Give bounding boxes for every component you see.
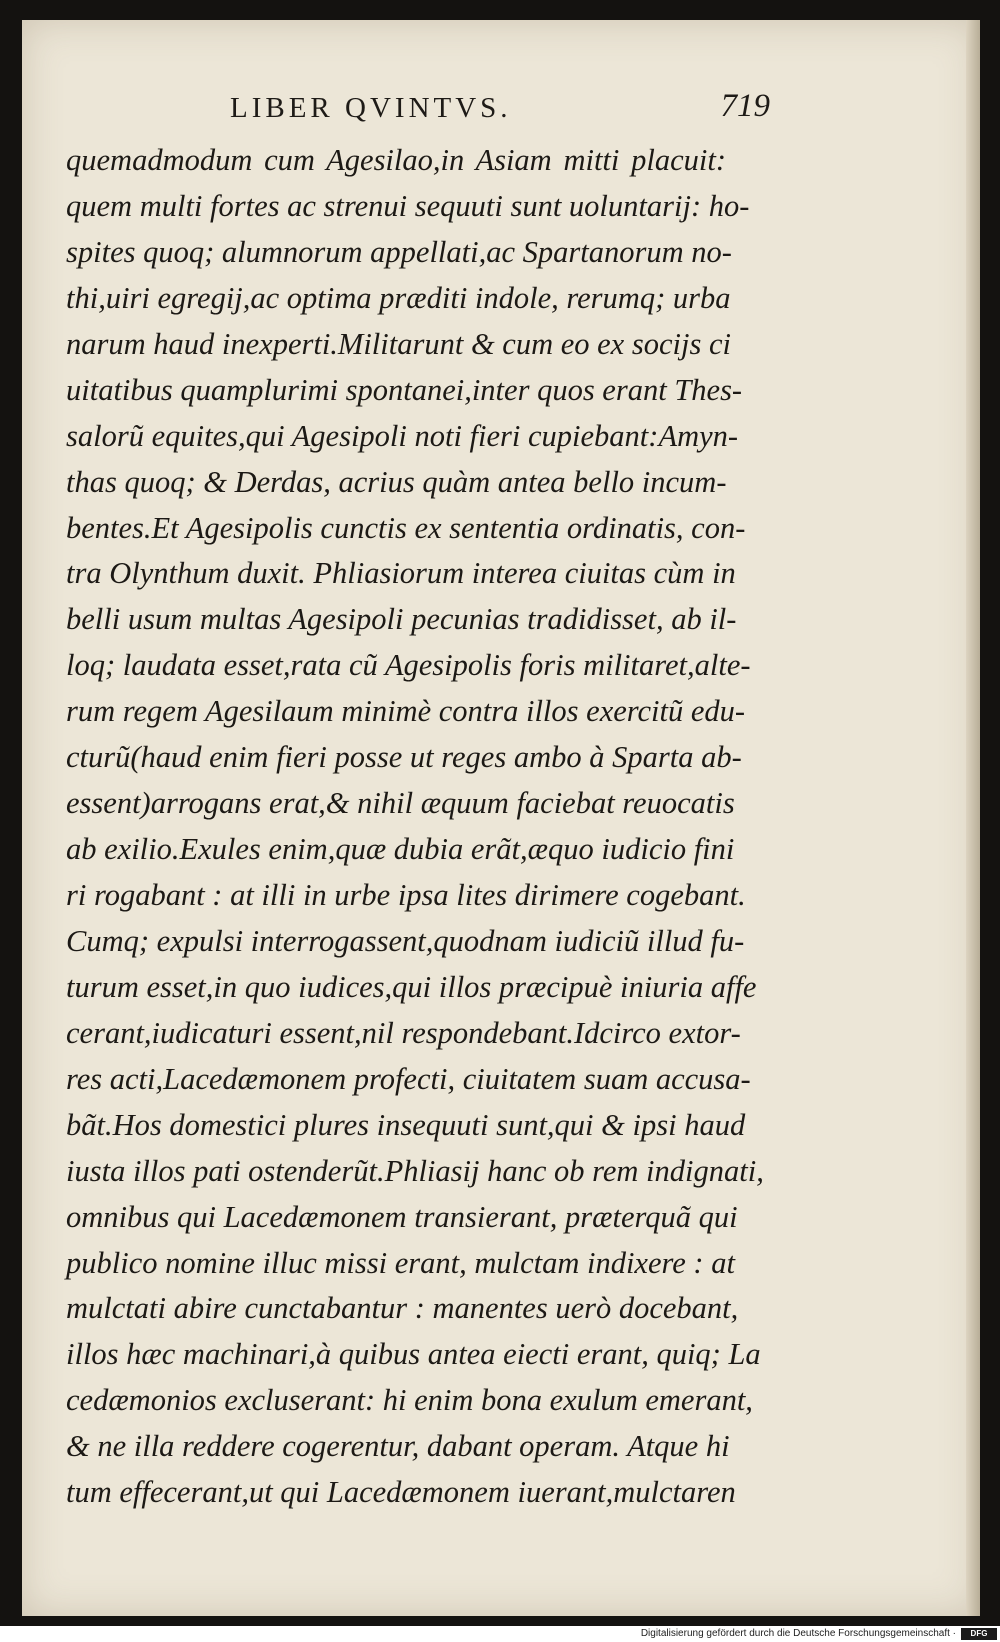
page-header — [230, 88, 770, 132]
text-line: mulctati abire cunctabantur : manentes uerò docebant, — [66, 1291, 739, 1326]
text-line: uitatibus quamplurimi spontanei,inter quos erant Thes- — [66, 372, 743, 407]
text-line: cerant,iudicaturi essent,nil respondebant.Idcirco extor- — [66, 1015, 741, 1050]
text-line: quem multi fortes ac strenui sequuti sunt uoluntarij: ho- — [66, 188, 750, 223]
text-line: & ne illa reddere cogerentur, dabant operam. Atque hi — [66, 1429, 730, 1464]
text-line: belli usum multas Agesipoli pecunias tradidisset, ab il- — [66, 602, 737, 637]
body-text — [66, 138, 764, 1516]
text-line: tum effecerant,ut qui Lacedæmonem iuerant,mulctaren — [66, 1475, 736, 1510]
digitization-credit: Digitalisierung gefördert durch die Deutsche Forschungsgemeinschaft · — [640, 1628, 956, 1639]
page-edge — [966, 20, 980, 1616]
text-line: omnibus qui Lacedæmonem transierant, præterquã qui — [66, 1199, 738, 1234]
page-number: 719 — [720, 88, 770, 124]
text-line: turum esset,in quo iudices,qui illos præcipuè iniuria affe — [66, 969, 757, 1004]
text-line: ri rogabant : at illi in urbe ipsa lites dirimere cogebant. — [66, 878, 746, 912]
text-line: tra Olynthum duxit. Phliasiorum interea ciuitas cùm in — [66, 556, 736, 591]
text-line: bãt.Hos domestici plures insequuti sunt,qui & ipsi haud — [66, 1107, 746, 1142]
text-line: spites quoq; alumnorum appellati,ac Spartanorum no- — [66, 234, 732, 269]
text-line: iusta illos pati ostenderũt.Phliasij hanc ob rem indignati, — [66, 1153, 764, 1188]
running-head: LIBER QVINTVS. — [230, 92, 512, 124]
text-line: rum regem Agesilaum minimè contra illos exercitũ edu- — [66, 694, 746, 729]
text-line: bentes.Et Agesipolis cunctis ex sententia ordinatis, con- — [66, 510, 746, 545]
text-line: cedæmonios excluserant: hi enim bona exulum emerant, — [66, 1383, 753, 1418]
text-line: thi,uiri egregij,ac optima præditi indole, rerumq; urba — [66, 280, 731, 315]
text-line: loq; laudata esset,rata cũ Agesipolis foris militaret,alte- — [66, 648, 751, 683]
text-line: publico nomine illuc missi erant, mulctam indixere : at — [66, 1245, 735, 1280]
text-line: cturũ(haud enim fieri posse ut reges ambo à Sparta ab- — [66, 740, 742, 775]
text-line: thas quoq; & Derdas, acrius quàm antea bello incum- — [66, 464, 727, 499]
text-line: Cumq; expulsi interrogassent,quodnam iudiciũ illud fu- — [66, 923, 745, 958]
dfg-logo: DFG — [961, 1628, 997, 1640]
text-line: illos hæc machinari,à quibus antea eiecti erant, quiq; La — [66, 1337, 761, 1372]
text-line: quemadmodum cum Agesilao,in Asiam mitti placuit: — [66, 143, 726, 177]
text-line: salorũ equites,qui Agesipoli noti fieri cupiebant:Amyn- — [66, 418, 739, 453]
text-line: essent)arrogans erat,& nihil æquum faciebat reuocatis — [66, 786, 735, 821]
text-line: ab exilio.Exules enim,quæ dubia erãt,æquo iudicio fini — [66, 832, 735, 867]
text-line: res acti,Lacedæmonem profecti, ciuitatem suam accusa- — [66, 1061, 751, 1096]
text-line: narum haud inexperti.Militarunt & cum eo ex socijs ci — [66, 326, 731, 361]
